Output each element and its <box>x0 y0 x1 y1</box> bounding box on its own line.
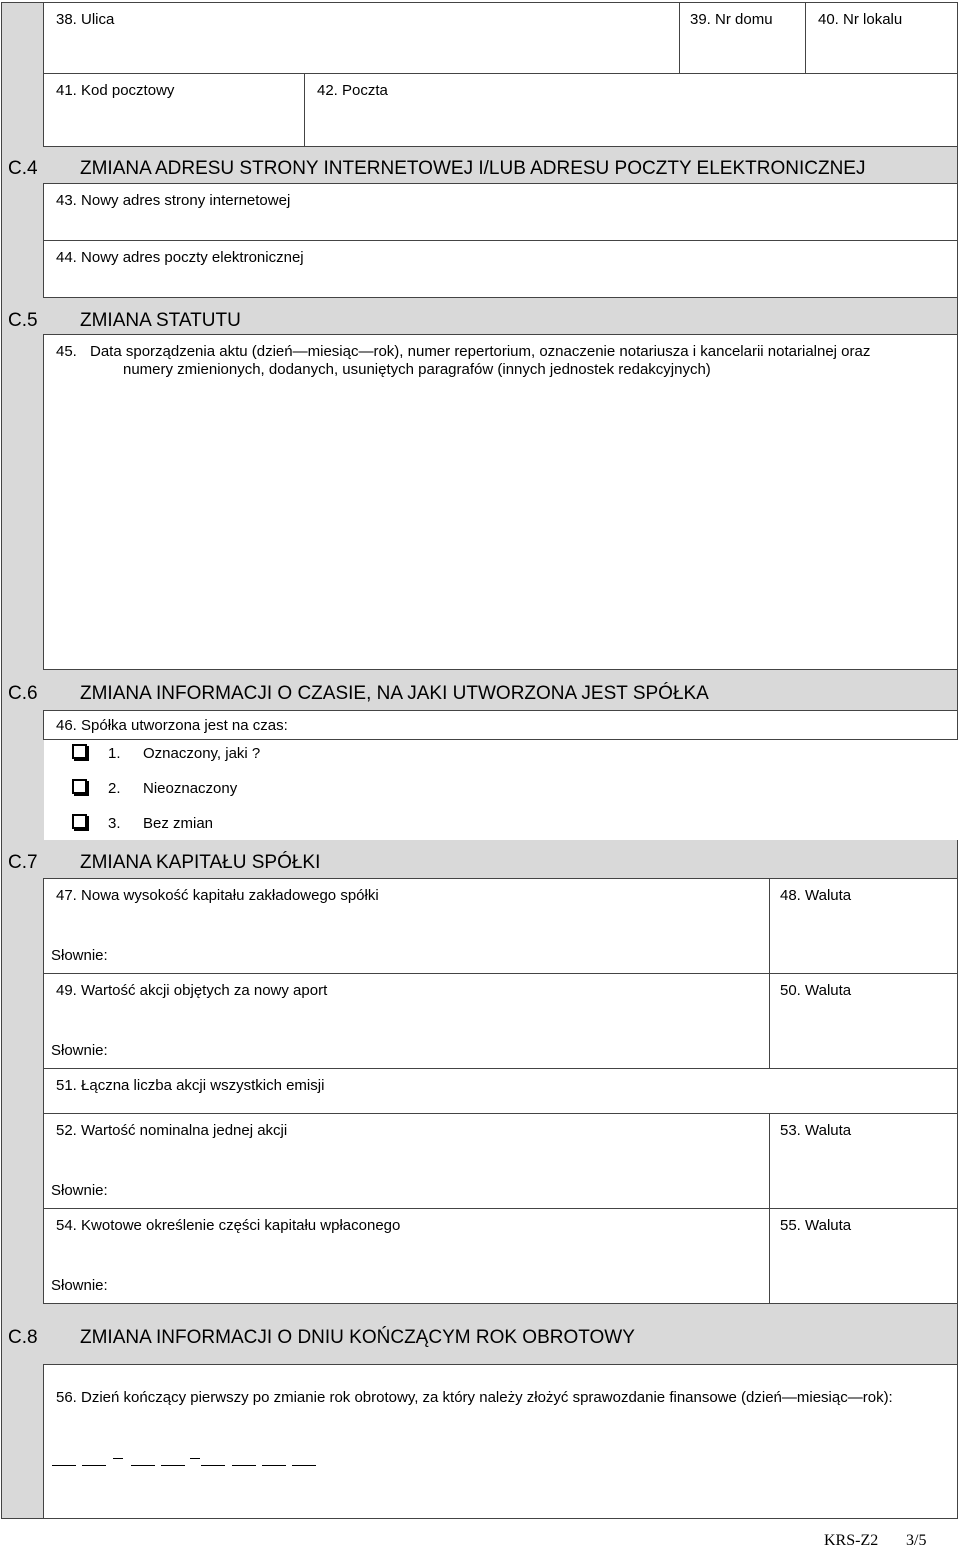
fiscal-year-end-field[interactable] <box>43 1364 958 1519</box>
share-capital-label: 47. Nowa wysokość kapitału zakładowego spółki <box>56 887 379 904</box>
street-field[interactable] <box>43 2 680 74</box>
paid-capital-currency-field[interactable] <box>769 1208 958 1304</box>
currency-label: 50. Waluta <box>780 982 852 999</box>
statute-change-field[interactable] <box>43 334 958 670</box>
statute-field-number: 45. <box>56 343 77 360</box>
post-office-field[interactable] <box>304 73 958 147</box>
paid-capital-field[interactable] <box>43 1208 770 1304</box>
share-capital-field[interactable] <box>43 878 770 974</box>
section-code-c4: C.4 <box>8 158 38 179</box>
house-number-field[interactable] <box>679 2 806 74</box>
date-separator <box>113 1458 123 1459</box>
nominal-value-currency-field[interactable] <box>769 1113 958 1209</box>
date-year-digit-2[interactable] <box>232 1465 256 1466</box>
option-number: 3. <box>108 815 121 832</box>
post-office-label: 42. Poczta <box>317 82 388 99</box>
date-year-digit-1[interactable] <box>201 1465 225 1466</box>
section-title-c6: ZMIANA INFORMACJI O CZASIE, NA JAKI UTWORZONA JEST SPÓŁKA <box>80 683 709 704</box>
option-number: 1. <box>108 745 121 762</box>
date-year-digit-3[interactable] <box>262 1465 286 1466</box>
section-code-c5: C.5 <box>8 310 38 331</box>
website-field[interactable] <box>43 183 958 241</box>
contribution-value-field[interactable] <box>43 973 770 1069</box>
website-label: 43. Nowy adres strony internetowej <box>56 192 291 209</box>
duration-question-field <box>43 710 958 740</box>
date-day-digit-1[interactable] <box>52 1465 76 1466</box>
option-number: 2. <box>108 780 121 797</box>
date-separator <box>190 1458 200 1459</box>
nominal-value-field[interactable] <box>43 1113 770 1209</box>
email-field[interactable] <box>43 240 958 298</box>
house-number-label: 39. Nr domu <box>690 11 773 28</box>
section-code-c8: C.8 <box>8 1327 38 1348</box>
section-title-c4: ZMIANA ADRESU STRONY INTERNETOWEJ I/LUB ADRESU POCZTY ELEKTRONICZNEJ <box>80 158 866 179</box>
checkbox-icon[interactable] <box>72 814 87 829</box>
date-month-digit-1[interactable] <box>131 1465 155 1466</box>
statute-field-text-line1: Data sporządzenia aktu (dzień—miesiąc—rok), numer repertorium, oznaczenie notariusza i kancelarii notarialnej oraz <box>90 343 871 360</box>
form-code: KRS-Z2 <box>824 1532 879 1549</box>
date-day-digit-2[interactable] <box>82 1465 106 1466</box>
in-words-label: Słownie: <box>51 1042 108 1059</box>
postcode-label: 41. Kod pocztowy <box>56 82 175 99</box>
option-label: Nieoznaczony <box>143 780 238 797</box>
street-label: 38. Ulica <box>56 11 115 28</box>
page-number: 3/5 <box>906 1532 927 1549</box>
email-label: 44. Nowy adres poczty elektronicznej <box>56 249 304 266</box>
duration-option-2[interactable] <box>72 777 372 801</box>
currency-label: 55. Waluta <box>780 1217 852 1234</box>
checkbox-icon[interactable] <box>72 744 87 759</box>
section-title-c5: ZMIANA STATUTU <box>80 310 241 331</box>
checkbox-icon[interactable] <box>72 779 87 794</box>
duration-option-3[interactable] <box>72 812 372 836</box>
duration-question-label: 46. Spółka utworzona jest na czas: <box>56 717 288 734</box>
statute-field-text-line2: numery zmienionych, dodanych, usuniętych paragrafów (innych jednostek redakcyjnych) <box>123 361 711 378</box>
flat-number-field[interactable] <box>805 2 958 74</box>
contribution-value-label: 49. Wartość akcji objętych za nowy aport <box>56 982 328 999</box>
paid-capital-label: 54. Kwotowe określenie części kapitału wpłaconego <box>56 1217 401 1234</box>
duration-option-1[interactable] <box>72 742 372 766</box>
in-words-label: Słownie: <box>51 947 108 964</box>
fiscal-year-end-label: 56. Dzień kończący pierwszy po zmianie rok obrotowy, za który należy złożyć sprawozdanie finansowe (dzień—miesiąc—rok): <box>56 1389 893 1406</box>
option-label: Oznaczony, jaki ? <box>143 745 261 762</box>
currency-label: 53. Waluta <box>780 1122 852 1139</box>
section-code-c6: C.6 <box>8 683 38 704</box>
date-month-digit-2[interactable] <box>161 1465 185 1466</box>
share-capital-currency-field[interactable] <box>769 878 958 974</box>
in-words-label: Słownie: <box>51 1182 108 1199</box>
postcode-field[interactable] <box>43 73 305 147</box>
currency-label: 48. Waluta <box>780 887 852 904</box>
flat-number-label: 40. Nr lokalu <box>818 11 903 28</box>
section-title-c8: ZMIANA INFORMACJI O DNIU KOŃCZĄCYM ROK OBROTOWY <box>80 1327 635 1348</box>
section-title-c7: ZMIANA KAPITAŁU SPÓŁKI <box>80 852 321 873</box>
contribution-currency-field[interactable] <box>769 973 958 1069</box>
total-shares-field[interactable] <box>43 1068 958 1114</box>
option-label: Bez zmian <box>143 815 214 832</box>
section-code-c7: C.7 <box>8 852 38 873</box>
nominal-value-label: 52. Wartość nominalna jednej akcji <box>56 1122 288 1139</box>
total-shares-label: 51. Łączna liczba akcji wszystkich emisji <box>56 1077 325 1094</box>
date-year-digit-4[interactable] <box>292 1465 316 1466</box>
in-words-label: Słownie: <box>51 1277 108 1294</box>
